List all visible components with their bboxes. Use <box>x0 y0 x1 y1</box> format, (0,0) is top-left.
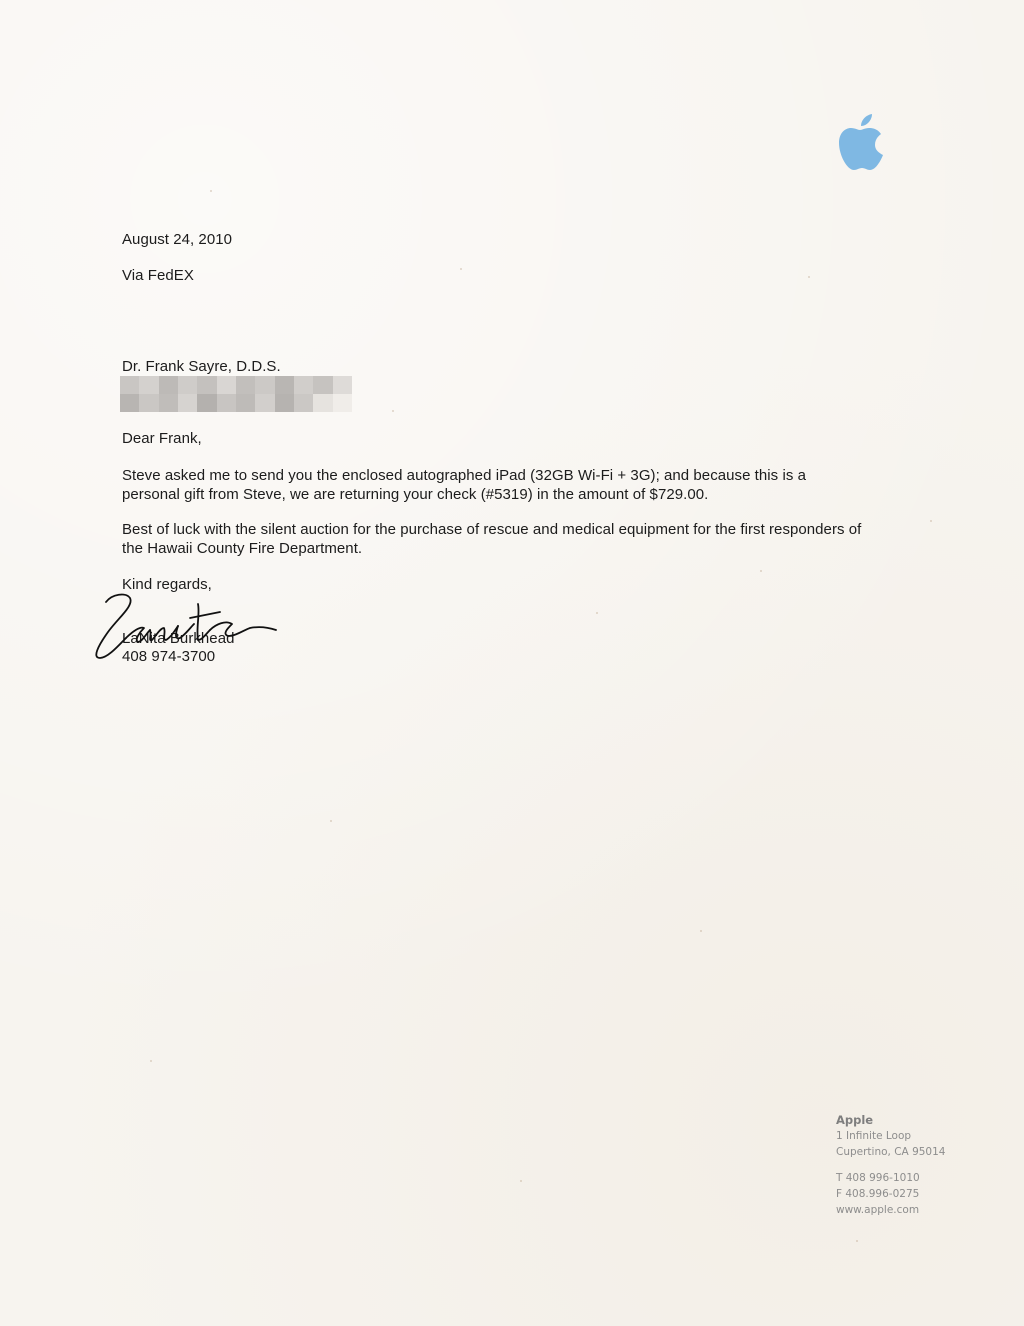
handwritten-signature <box>86 588 286 662</box>
footer-spacer <box>836 1160 945 1170</box>
paper-speck <box>150 1060 152 1062</box>
letterhead-footer <box>836 1112 945 1218</box>
footer-company: Apple <box>836 1113 874 1127</box>
paper-speck <box>700 930 702 932</box>
closing: Kind regards, <box>122 576 212 593</box>
footer-address-line: Cupertino, CA 95014 <box>836 1146 946 1158</box>
apple-logo-icon <box>834 110 890 176</box>
recipient-name: Dr. Frank Sayre, D.D.S. <box>122 358 281 375</box>
paper-speck <box>596 612 598 614</box>
footer-fax: F 408.996-0275 <box>836 1188 920 1200</box>
apple-logo-leaf <box>861 114 872 126</box>
paragraph-line: Steve asked me to send you the enclosed autographed iPad (32GB Wi-Fi + 3G); and because this is a <box>122 467 806 484</box>
paragraph-gift <box>122 466 922 504</box>
paper-speck <box>330 820 332 822</box>
paper-speck <box>210 190 212 192</box>
paragraph-auction <box>122 520 922 558</box>
paper-speck <box>760 570 762 572</box>
paper-speck <box>930 520 932 522</box>
letter-date: August 24, 2010 <box>122 231 233 248</box>
footer-phone: T 408 996-1010 <box>836 1172 920 1184</box>
paper-speck <box>520 1180 522 1182</box>
paragraph-line: the Hawaii County Fire Department. <box>122 540 363 557</box>
sender-phone: 408 974-3700 <box>122 648 216 665</box>
sender-name: LaNita Burkhead <box>122 630 235 647</box>
apple-logo-body <box>839 128 883 170</box>
paragraph-line: Best of luck with the silent auction for the purchase of rescue and medical equipment for the first responders of <box>122 521 862 538</box>
footer-website: www.apple.com <box>836 1204 920 1216</box>
paper-speck <box>460 268 462 270</box>
salutation: Dear Frank, <box>122 430 202 447</box>
footer-address-line: 1 Infinite Loop <box>836 1130 912 1142</box>
delivery-method: Via FedEX <box>122 267 194 284</box>
redacted-address <box>120 376 352 412</box>
paragraph-line: personal gift from Steve, we are returning your check (#5319) in the amount of $729.00. <box>122 486 709 503</box>
paper-speck <box>856 1240 858 1242</box>
paper-speck <box>392 410 394 412</box>
paper-speck <box>808 276 810 278</box>
